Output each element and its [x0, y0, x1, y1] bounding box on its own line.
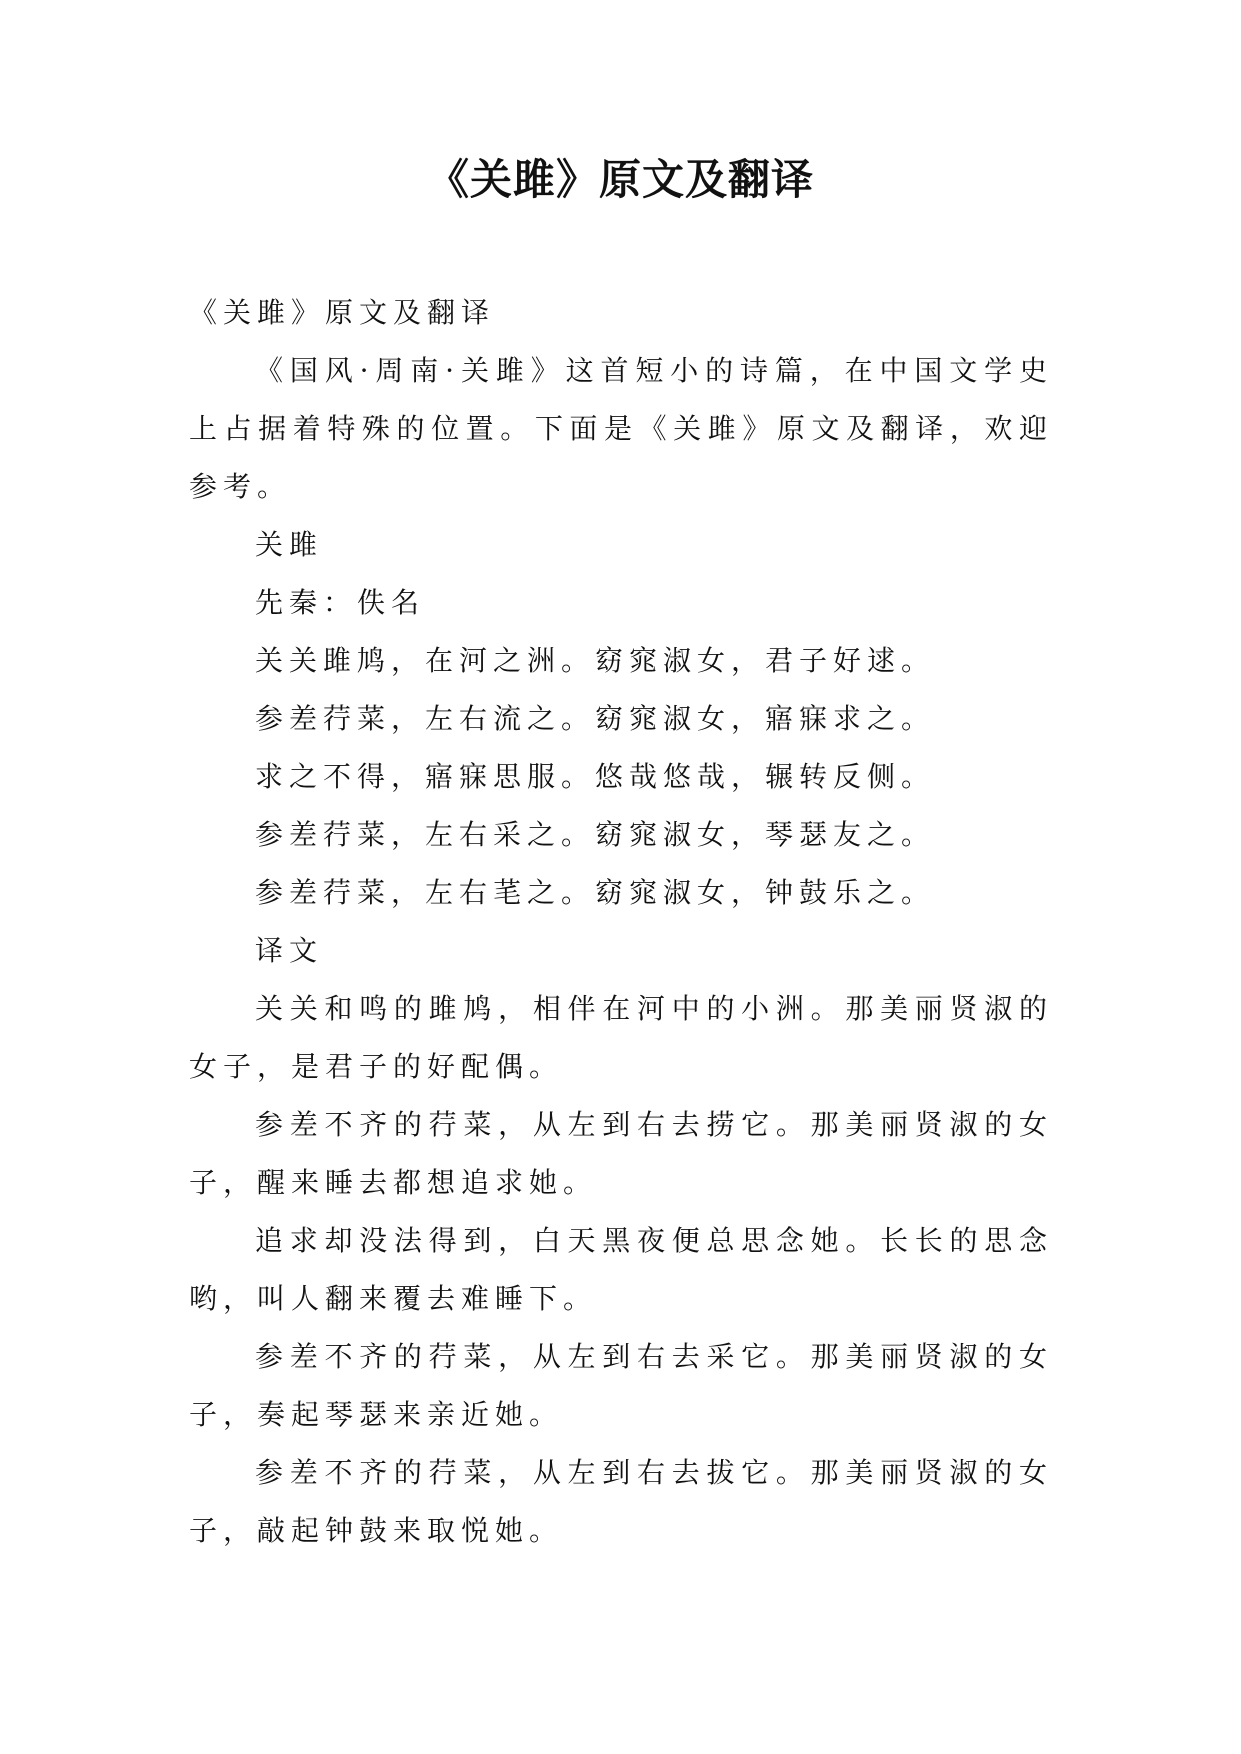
poem-line: 参差荇菜，左右采之。窈窕淑女，琴瑟友之。	[255, 818, 936, 851]
translation-paragraph: 关关和鸣的雎鸠，相伴在河中的小洲。那美丽贤淑的女子，是君子的好配偶。	[189, 992, 1053, 1083]
paragraph-subtitle: 《关雎》原文及翻译	[189, 296, 496, 329]
translation-paragraph: 追求却没法得到，白天黑夜便总思念她。长长的思念哟，叫人翻来覆去难睡下。	[189, 1224, 1053, 1315]
translation-heading: 译文	[255, 934, 324, 967]
translation-paragraph: 参差不齐的荇菜，从左到右去捞它。那美丽贤淑的女子，醒来睡去都想追求她。	[189, 1108, 1053, 1199]
poem-line: 关关雎鸠，在河之洲。窈窕淑女，君子好逑。	[255, 644, 936, 677]
poem-line: 求之不得，寤寐思服。悠哉悠哉，辗转反侧。	[255, 760, 936, 793]
translation-paragraph: 参差不齐的荇菜，从左到右去拔它。那美丽贤淑的女子，敲起钟鼓来取悦她。	[189, 1456, 1053, 1547]
paragraph-intro: 《国风·周南·关雎》这首短小的诗篇，在中国文学史上占据着特殊的位置。下面是《关雎》原文及翻译，欢迎参考。	[189, 354, 1053, 503]
poem-line: 参差荇菜，左右流之。窈窕淑女，寤寐求之。	[255, 702, 936, 735]
poem-author: 先秦：佚名	[255, 586, 426, 619]
poem-title: 关雎	[255, 528, 324, 561]
page-title: 《关雎》原文及翻译	[426, 155, 814, 204]
document-body	[189, 284, 1053, 1560]
translation-paragraph: 参差不齐的荇菜，从左到右去采它。那美丽贤淑的女子，奏起琴瑟来亲近她。	[189, 1340, 1053, 1431]
poem-line: 参差荇菜，左右芼之。窈窕淑女，钟鼓乐之。	[255, 876, 936, 909]
